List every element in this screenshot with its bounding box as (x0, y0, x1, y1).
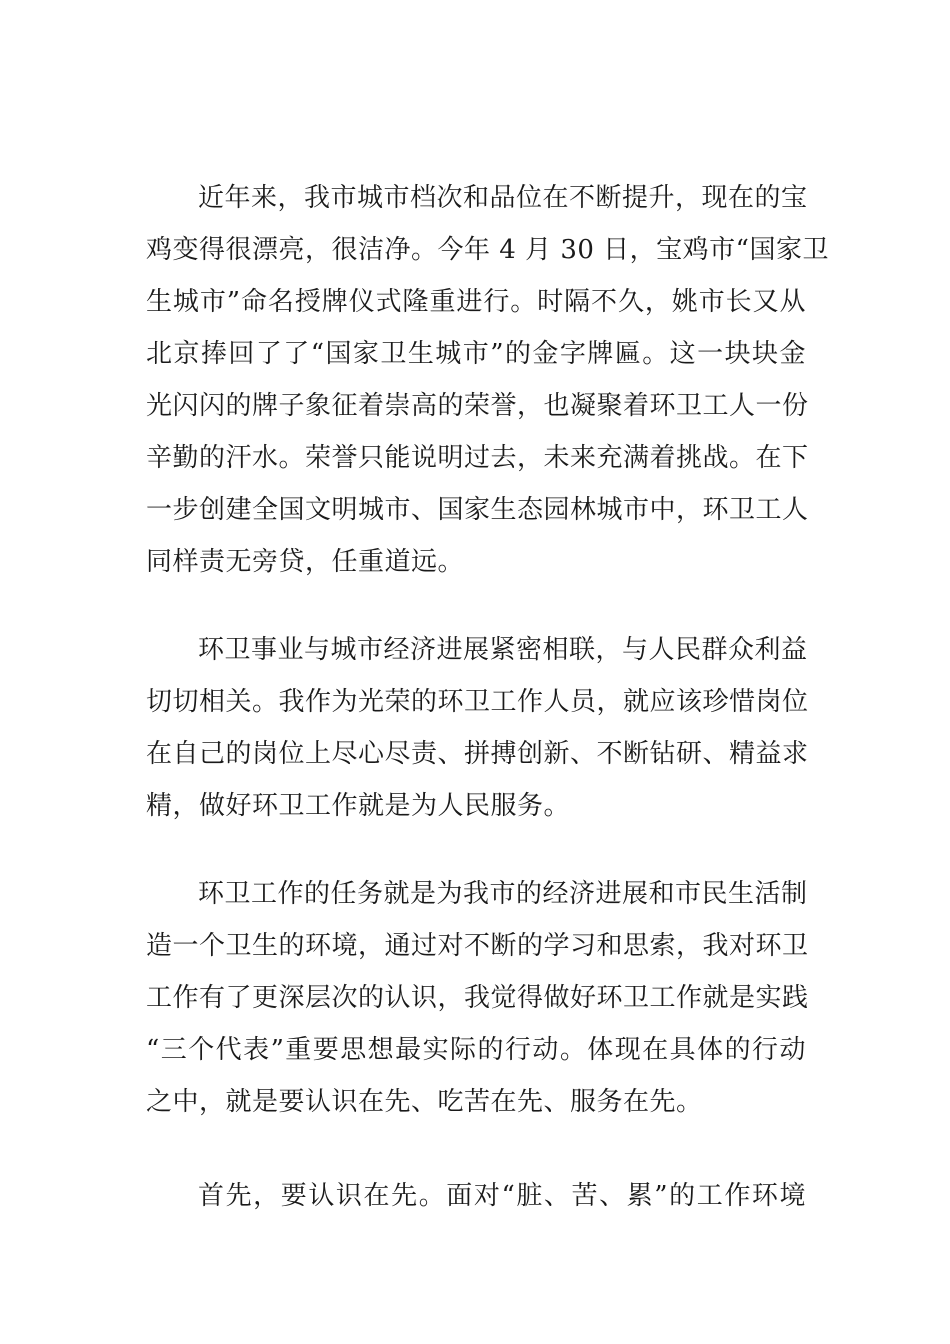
paragraph-1-line-7: 一步创建全国文明城市、国家生态园林城市中，环卫工人 (146, 495, 809, 525)
paragraph-1-line-3: 生城市”命名授牌仪式隆重进行。时隔不久，姚市长又从 (146, 287, 806, 317)
paragraph-1-line-8: 同样责无旁贷，任重道远。 (146, 547, 465, 577)
paragraph-2-line-1: 环卫事业与城市经济进展紧密相联，与人民群众利益 (198, 635, 808, 665)
paragraph-1-line-4: 北京捧回了了“国家卫生城市”的金字牌匾。这一块块金 (146, 339, 806, 369)
paragraph-1-line-5: 光闪闪的牌子象征着崇高的荣誉，也凝聚着环卫工人一份 (146, 391, 809, 421)
paragraph-3-line-2: 造一个卫生的环境，通过对不断的学习和思索，我对环卫 (146, 931, 809, 961)
paragraph-3-line-5: 之中，就是要认识在先、吃苦在先、服务在先。 (146, 1087, 703, 1117)
paragraph-3-line-1: 环卫工作的任务就是为我市的经济进展和市民生活制 (198, 879, 808, 909)
paragraph-1-line-2: 鸡变得很漂亮，很洁净。今年 4 月 30 日，宝鸡市“国家卫 (146, 235, 829, 265)
paragraph-1-line-6: 辛勤的汗水。荣誉只能说明过去，未来充满着挑战。在下 (146, 443, 809, 473)
paragraph-1-line-1: 近年来，我市城市档次和品位在不断提升，现在的宝 (198, 183, 808, 213)
paragraph-2-line-3: 在自己的岗位上尽心尽责、拼搏创新、不断钻研、精益求 (146, 739, 809, 769)
paragraph-3-line-4: “三个代表”重要思想最实际的行动。体现在具体的行动 (146, 1035, 806, 1065)
paragraph-2-line-2: 切切相关。我作为光荣的环卫工作人员，就应该珍惜岗位 (146, 687, 809, 717)
paragraph-3-line-3: 工作有了更深层次的认识，我觉得做好环卫工作就是实践 (146, 983, 809, 1013)
paragraph-4-line-1: 首先，要认识在先。面对“脏、苦、累”的工作环境 (198, 1181, 806, 1211)
paragraph-2-line-4: 精，做好环卫工作就是为人民服务。 (146, 791, 571, 821)
